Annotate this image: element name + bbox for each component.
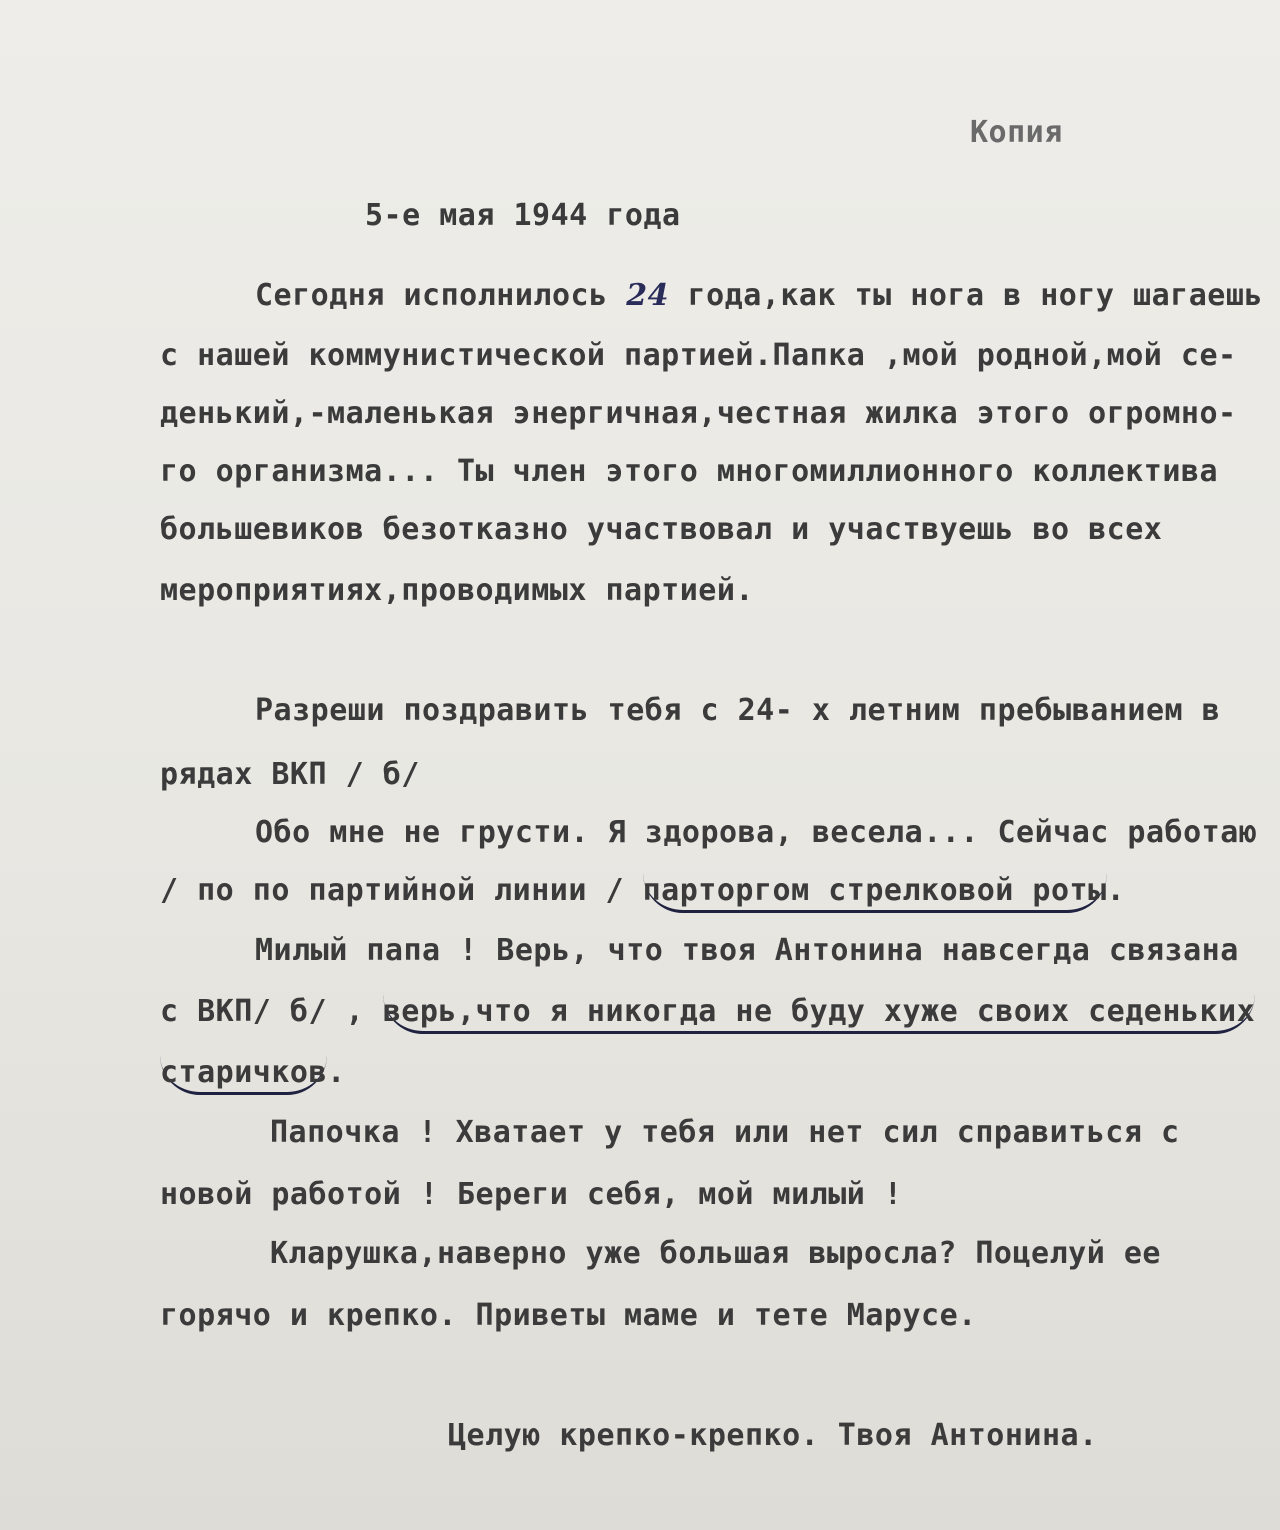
paragraph-3-line-2 xyxy=(160,873,1125,908)
paragraph-6-line-1: Кларушка,наверно уже большая выросла? Поцелуй ее xyxy=(270,1236,1161,1271)
text-segment: . xyxy=(327,1055,346,1090)
paragraph-1-line-5: большевиков безотказно участвовал и участвуешь во всех xyxy=(160,512,1163,547)
paragraph-4-line-3 xyxy=(160,1055,346,1090)
paragraph-6-line-2: горячо и крепко. Приветы маме и тете Марусе. xyxy=(160,1298,977,1333)
paragraph-2-line-1: Разреши поздравить тебя с 24- х летним пребыванием в xyxy=(255,693,1221,728)
paragraph-1-line-3: денький,-маленькая энергичная,честная жилка этого огромно- xyxy=(160,396,1237,431)
paragraph-5-line-1: Папочка ! Хватает у тебя или нет сил справиться с xyxy=(270,1115,1180,1150)
paragraph-3-line-1: Обо мне не грусти. Я здорова, весела... Сейчас работаю xyxy=(255,815,1258,850)
underlined-text: старичков xyxy=(160,1055,327,1095)
paragraph-5-line-2: новой работой ! Береги себя, мой милый ! xyxy=(160,1177,903,1212)
text-segment: / по по партийной линии / xyxy=(160,873,643,908)
paragraph-4-line-2 xyxy=(160,994,1255,1029)
paragraph-2-line-2: рядах ВКП / б/ xyxy=(160,757,420,792)
text-segment: . xyxy=(1106,873,1126,908)
text-segment: года,как ты нога в ногу шагаешь xyxy=(668,278,1263,313)
underlined-text: парторгом стрелковой роты xyxy=(643,873,1107,913)
paragraph-1-line-4: го организма... Ты член этого многомиллионного коллектива xyxy=(160,454,1219,489)
paragraph-1-line-1 xyxy=(255,278,1263,313)
paragraph-4-line-1: Милый папа ! Верь, что твоя Антонина навсегда связана xyxy=(255,933,1239,968)
text-segment: Сегодня исполнилось xyxy=(255,278,627,313)
closing-signature-line: Целую крепко-крепко. Твоя Антонина. xyxy=(448,1418,1098,1453)
underlined-text: верь,что я никогда не буду хуже своих седеньких xyxy=(383,994,1255,1034)
handwritten-number: 24 xyxy=(626,278,669,313)
copy-mark: Копия xyxy=(970,115,1063,150)
paragraph-1-line-6: мероприятиях,проводимых партией. xyxy=(160,573,754,608)
paragraph-1-line-2: с нашей коммунистической партией.Папка ,мой родной,мой се- xyxy=(160,338,1237,373)
letter-date: 5-е мая 1944 года xyxy=(365,198,681,233)
text-segment: с ВКП/ б/ , xyxy=(160,994,383,1029)
